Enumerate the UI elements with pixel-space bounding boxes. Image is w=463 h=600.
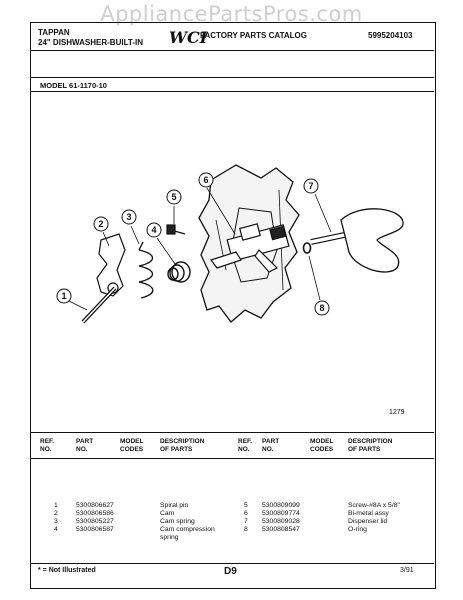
header-ref: REF. NO. <box>238 438 253 453</box>
part-number: 5300806627 <box>76 502 114 509</box>
cam-spring <box>139 242 153 298</box>
part-number: 5300806587 <box>76 526 114 533</box>
ref-number: 6 <box>244 510 248 517</box>
ref-number: 2 <box>54 510 58 517</box>
part-description: Cam compression spring <box>160 526 215 542</box>
part-number: 5300808547 <box>262 526 300 533</box>
part-description: Spiral pin <box>160 502 189 509</box>
o-ring <box>304 243 311 253</box>
model-number: MODEL 61-1170-10 <box>40 81 107 90</box>
header-ref: REF. NO. <box>40 438 55 453</box>
header-model: MODEL CODES <box>310 438 334 453</box>
logo-text: WCI <box>169 28 208 47</box>
catalog-number: 5995204103 <box>368 31 413 40</box>
brand-name: TAPPAN <box>38 28 70 37</box>
part-description: Bi-metal assy <box>348 510 389 517</box>
part-description: Cam spring <box>160 518 195 525</box>
header-model: MODEL CODES <box>120 438 144 453</box>
ref-number: 7 <box>244 518 248 525</box>
callout-5-label: 5 <box>171 192 177 202</box>
callout-3-label: 3 <box>126 212 132 222</box>
callout-8-label: 8 <box>319 303 325 313</box>
revision-date: 3/91 <box>400 567 414 574</box>
ref-number: 5 <box>244 502 248 509</box>
watermark: AppliancePartsPros.com <box>100 2 363 26</box>
divider <box>31 50 434 51</box>
divider <box>31 563 434 564</box>
divider <box>31 77 434 78</box>
callout-7-label: 7 <box>308 181 314 191</box>
catalog-title: FACTORY PARTS CATALOG <box>200 31 307 40</box>
divider <box>31 458 434 459</box>
part-number: 5300809774 <box>262 510 300 517</box>
part-number: 5300805227 <box>76 518 114 525</box>
ref-number: 8 <box>244 526 248 533</box>
part-description: O-ring <box>348 526 367 533</box>
ref-number: 3 <box>54 518 58 525</box>
footnote: * = Not Illustrated <box>38 567 96 574</box>
part-description: Screw-#8A x 5/8" <box>348 502 400 509</box>
header-part: PART NO. <box>76 438 94 453</box>
callout-4-label: 4 <box>151 225 157 235</box>
part-number: 5300806586 <box>76 510 114 517</box>
callout-1-label: 1 <box>61 291 67 301</box>
divider <box>31 432 434 433</box>
screw <box>167 225 185 234</box>
part-description: Dispenser lid <box>348 518 388 525</box>
header-desc: DESCRIPTION OF PARTS <box>348 438 393 453</box>
callout-6-label: 6 <box>203 175 209 185</box>
header-part: PART NO. <box>262 438 280 453</box>
cam <box>97 234 125 296</box>
callout-2-label: 2 <box>98 219 104 229</box>
divider <box>31 91 434 92</box>
cam-compression-spring <box>168 262 190 282</box>
part-number: 5300809028 <box>262 518 300 525</box>
exploded-parts-diagram <box>31 160 431 340</box>
header-desc: DESCRIPTION OF PARTS <box>160 438 205 453</box>
ref-number: 4 <box>54 526 58 533</box>
page-number: D9 <box>224 566 237 577</box>
wci-logo-icon <box>168 27 208 47</box>
spiral-pin <box>83 288 115 322</box>
product-name: 24" DISHWASHER-BUILT-IN <box>38 38 143 47</box>
part-number: 5300809099 <box>262 502 300 509</box>
figure-code: 1279 <box>389 409 405 416</box>
ref-number: 1 <box>54 502 58 509</box>
part-description: Cam <box>160 510 175 517</box>
